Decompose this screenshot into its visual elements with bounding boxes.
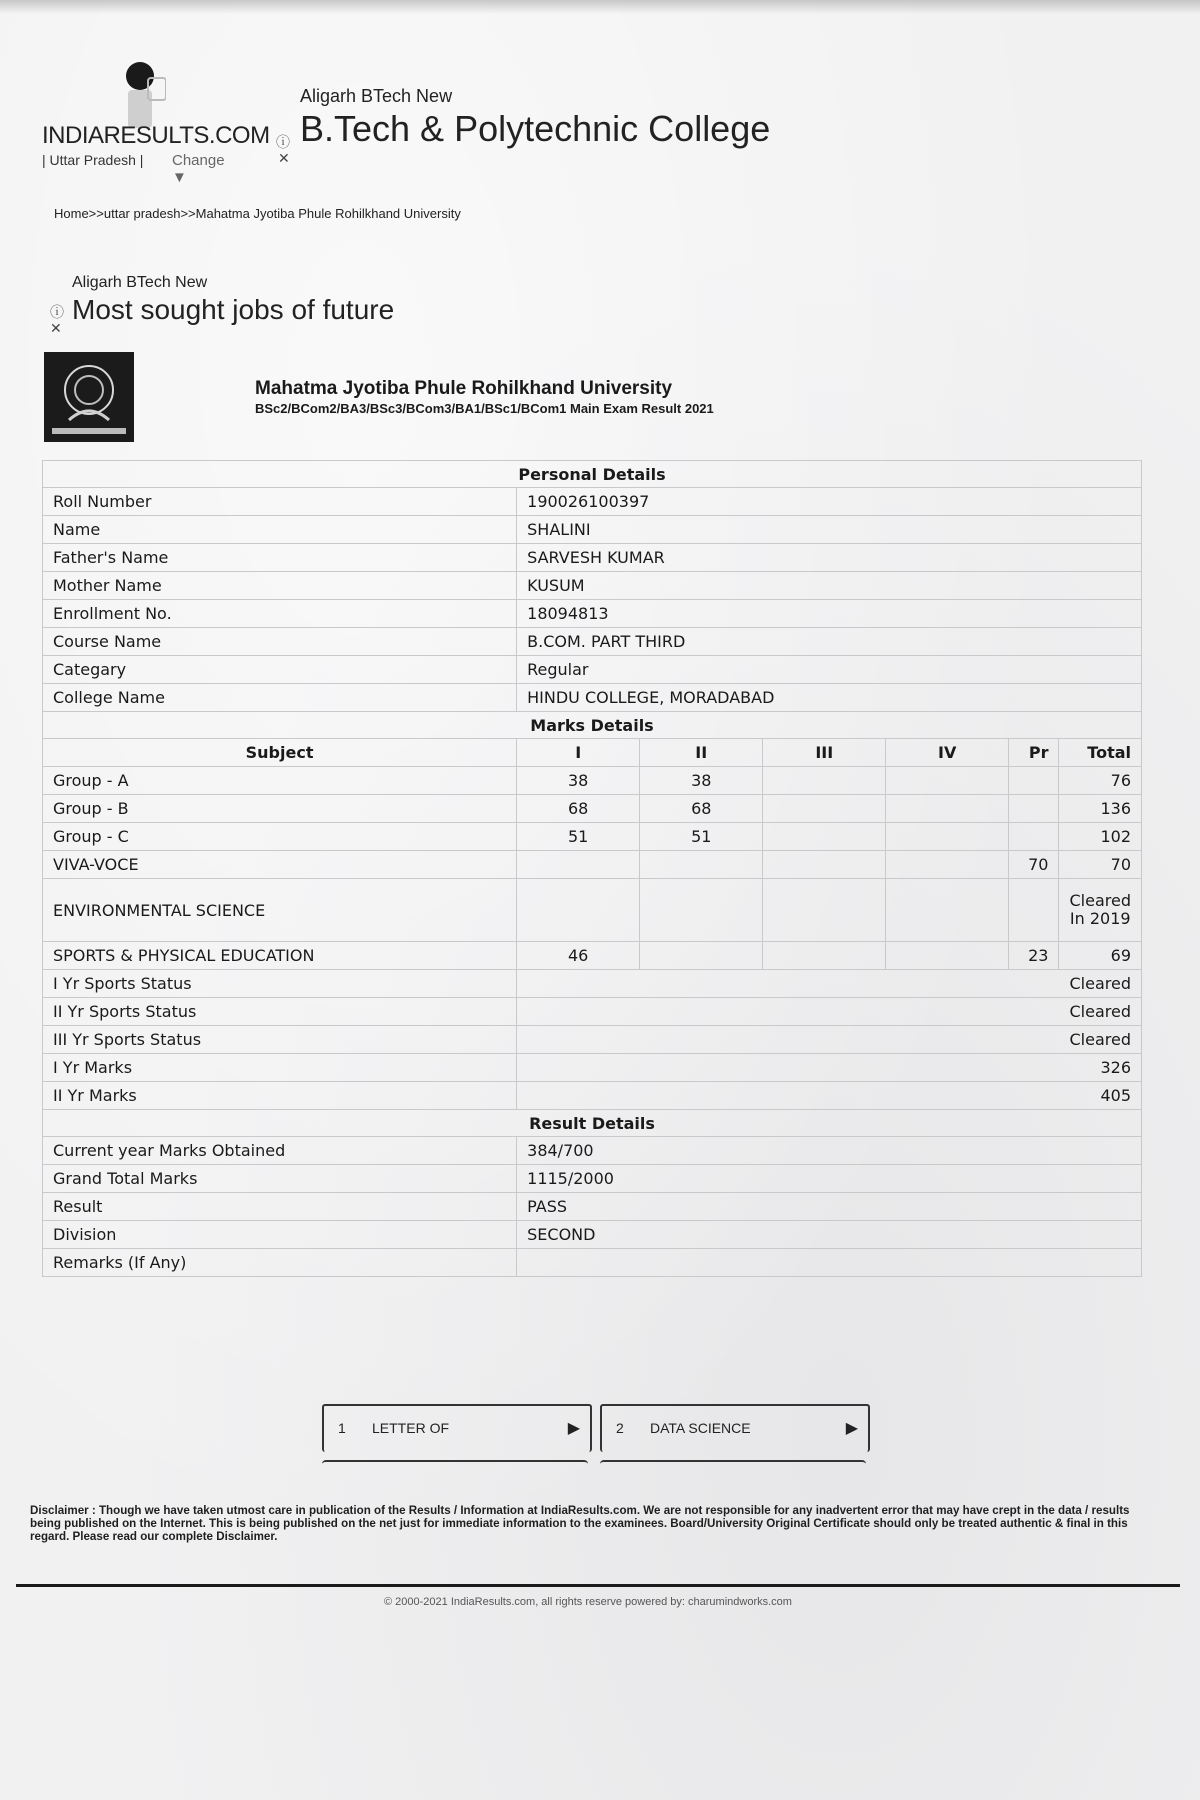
marks-header-row: Subject I II III IV Pr Total: [43, 739, 1142, 767]
table-row: I Yr Marks 326: [43, 1054, 1142, 1082]
disclaimer-text: Disclaimer : Though we have taken utmost care in publication of the Results / Information at IndiaResults.com. We are not responsible for any inadvertent error that may have crept in the data / results being published on the Internet. This is being published on the net just for immediate information to the examinees. Board/University Original Certificate should only be treated authentic & final in this regard. Please read our complete Disclaimer.: [30, 1504, 1130, 1543]
result-details-heading: Result Details: [43, 1110, 1142, 1137]
logo-text: INDIARESULTS.COM: [42, 122, 270, 149]
table-row: Grand Total Marks 1115/2000: [43, 1165, 1142, 1193]
breadcrumb[interactable]: Home>>uttar pradesh>>Mahatma Jyotiba Phule Rohilkhand University: [54, 206, 461, 221]
table-row: Remarks (If Any): [43, 1249, 1142, 1277]
table-row: Course Name B.COM. PART THIRD: [43, 628, 1142, 656]
exam-title: BSc2/BCom2/BA3/BSc3/BCom3/BA1/BSc1/BCom1 Main Exam Result 2021: [255, 401, 714, 416]
university-name: Mahatma Jyotiba Phule Rohilkhand University: [255, 378, 673, 399]
ad2-label[interactable]: Aligarh BTech New: [72, 274, 208, 291]
personal-details-heading: Personal Details: [43, 461, 1142, 488]
ad2-info-icon[interactable]: ⓘ: [50, 304, 64, 320]
pager-item-2[interactable]: 2 DATA SCIENCE ▶: [600, 1404, 870, 1452]
ad-top-title[interactable]: B.Tech & Polytechnic College: [300, 108, 771, 149]
copyright-text: © 2000-2021 IndiaResults.com, all rights reserve powered by: charumindworks.com: [384, 1596, 792, 1608]
university-seal-icon: [44, 352, 134, 442]
table-row: Group - A 38 38 76: [43, 767, 1142, 795]
table-row: Name SHALINI: [43, 516, 1142, 544]
table-row: Result PASS: [43, 1193, 1142, 1221]
play-arrow-icon: ▶: [845, 1420, 858, 1437]
table-row: VIVA-VOCE 70 70: [43, 851, 1142, 879]
table-row: Division SECOND: [43, 1221, 1142, 1249]
ad2-title[interactable]: Most sought jobs of future: [72, 294, 395, 325]
play-arrow-icon: ▶: [567, 1420, 580, 1437]
table-row: II Yr Sports Status Cleared: [43, 998, 1142, 1026]
table-row: Group - C 51 51 102: [43, 823, 1142, 851]
table-row: Father's Name SARVESH KUMAR: [43, 544, 1142, 572]
change-state-link[interactable]: Change ▼: [172, 152, 225, 186]
table-row: ENVIRONMENTAL SCIENCE Cleared In 2019: [43, 879, 1142, 942]
ad2-close-icon[interactable]: ✕: [50, 320, 62, 336]
ad-top-label[interactable]: Aligarh BTech New: [300, 86, 453, 106]
pager-divider: [322, 1460, 588, 1468]
scan-shadow: [0, 0, 1200, 14]
marks-details-heading: Marks Details: [43, 712, 1142, 739]
table-row: II Yr Marks 405: [43, 1082, 1142, 1110]
table-row: Categary Regular: [43, 656, 1142, 684]
table-row: Mother Name KUSUM: [43, 572, 1142, 600]
table-row: I Yr Sports Status Cleared: [43, 970, 1142, 998]
pager-divider: [600, 1460, 866, 1468]
table-row: III Yr Sports Status Cleared: [43, 1026, 1142, 1054]
ad-info-icon[interactable]: ⓘ: [276, 134, 290, 150]
table-row: Current year Marks Obtained 384/700: [43, 1137, 1142, 1165]
site-logo[interactable]: [40, 60, 270, 186]
state-label: | Uttar Pradesh |: [42, 152, 144, 168]
table-row: SPORTS & PHYSICAL EDUCATION 46 23 69: [43, 942, 1142, 970]
ad-close-icon[interactable]: ✕: [278, 150, 290, 166]
table-row: Roll Number 190026100397: [43, 488, 1142, 516]
footer-divider: [16, 1584, 1180, 1587]
table-row: College Name HINDU COLLEGE, MORADABAD: [43, 684, 1142, 712]
result-table: [42, 460, 1142, 1277]
table-row: Group - B 68 68 136: [43, 795, 1142, 823]
table-row: Enrollment No. 18094813: [43, 600, 1142, 628]
pager-item-1[interactable]: 1 LETTER OF ▶: [322, 1404, 592, 1452]
